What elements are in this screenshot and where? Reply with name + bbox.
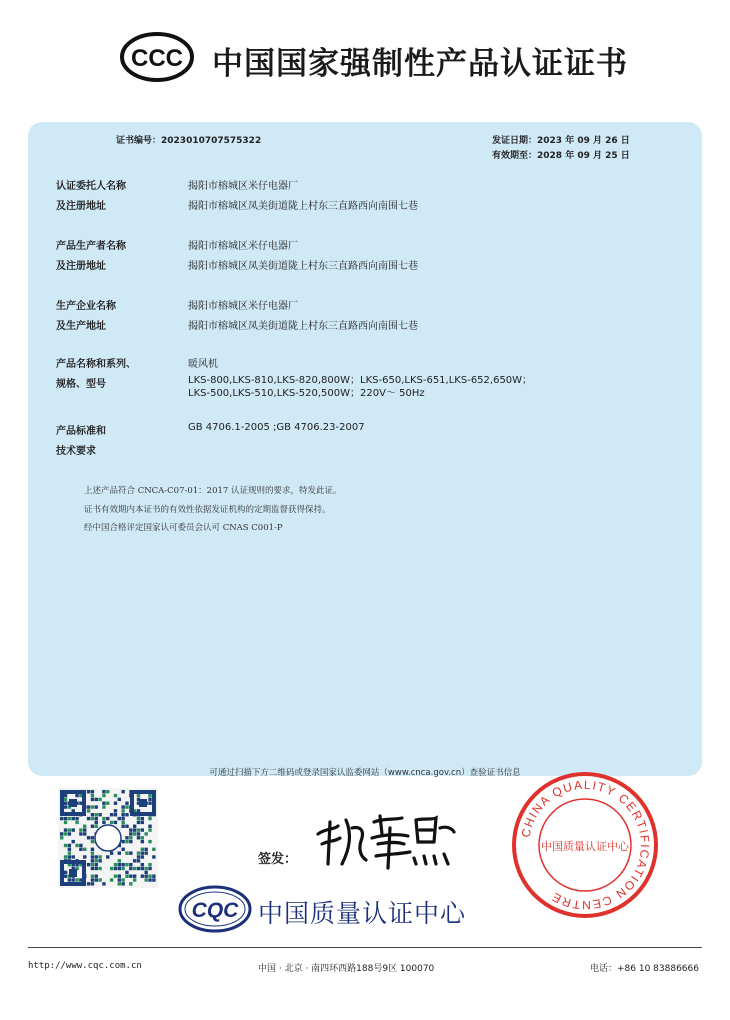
field-label: 技术要求 <box>56 446 96 457</box>
issue-date-value: 2023 年 09 月 26 日 <box>537 136 630 146</box>
ccc-logo <box>120 32 194 82</box>
field-label: 及注册地址 <box>56 261 106 272</box>
cert-number-value: 2023010707575322 <box>161 136 262 146</box>
field-value: 揭阳市榕城区米仔电器厂 <box>188 301 298 312</box>
expiry-date-label: 有效期至： <box>492 151 538 161</box>
field-label: 认证委托人名称 <box>56 181 126 192</box>
standard-value: GB 4706.1-2005 ;GB 4706.23-2007 <box>188 422 365 433</box>
product-models-line2: LKS-500,LKS-510,LKS-520,500W；220V～ 50Hz <box>188 388 425 399</box>
footer-phone: 电话：+86 10 83886666 <box>590 964 699 974</box>
field-label: 产品标准和 <box>56 426 106 437</box>
cqc-logo-text: CQC <box>191 899 239 922</box>
field-value: 揭阳市榕城区凤美街道陇上村东三直路西向南围七巷 <box>188 321 418 332</box>
expiry-date-value: 2028 年 09 月 25 日 <box>537 151 630 161</box>
seal-inner-text: 中国质量认证中心 <box>541 840 629 853</box>
statement-line: 上述产品符合 CNCA-C07-01：2017 认证规则的要求，特发此证。 <box>84 486 342 496</box>
statement-line: 经中国合格评定国家认可委员会认可 CNAS C001-P <box>84 523 283 533</box>
footer-divider <box>28 947 702 948</box>
statement-line: 证书有效期内本证书的有效性依据发证机构的定期监督获得保持。 <box>84 505 331 515</box>
product-name: 暖风机 <box>188 359 218 370</box>
seal-outer-text: CHINA QUALITY CERTIFICATION CENTRE <box>518 777 653 913</box>
expiry-date <box>492 148 630 161</box>
footer-address: 中国 · 北京 · 南四环西路188号9区 100070 <box>258 964 435 974</box>
field-label: 产品名称和系列、 <box>56 359 136 370</box>
ccc-logo-text: CCC <box>131 45 183 72</box>
qr-code[interactable] <box>58 788 158 888</box>
organization-name: 中国质量认证中心 <box>258 899 467 928</box>
field-label: 产品生产者名称 <box>56 241 126 252</box>
qr-center-logo-icon <box>95 825 121 851</box>
cert-number <box>116 133 261 146</box>
issue-date-label: 发证日期： <box>492 136 538 146</box>
field-label: 及生产地址 <box>56 321 106 332</box>
cert-number-label: 证书编号： <box>116 136 162 146</box>
verify-note: 可通过扫描下方二维码或登录国家认监委网站（www.cnca.gov.cn）查验证书信息 <box>209 768 521 778</box>
handwritten-signature <box>312 808 458 872</box>
official-seal <box>510 770 660 920</box>
field-value: 揭阳市榕城区米仔电器厂 <box>188 241 298 252</box>
page-title: 中国国家强制性产品认证证书 <box>212 46 628 82</box>
certificate-header <box>0 22 730 102</box>
cqc-logo <box>178 884 252 934</box>
field-label: 规格、型号 <box>56 379 106 390</box>
field-label: 及注册地址 <box>56 201 106 212</box>
issue-date <box>492 133 630 146</box>
field-value: 揭阳市榕城区凤美街道陇上村东三直路西向南围七巷 <box>188 261 418 272</box>
field-value: 揭阳市榕城区凤美街道陇上村东三直路西向南围七巷 <box>188 201 418 212</box>
field-value: 揭阳市榕城区米仔电器厂 <box>188 181 298 192</box>
signature-label: 签发： <box>258 852 298 867</box>
footer-url[interactable]: http://www.cqc.com.cn <box>28 961 142 971</box>
product-models-line1: LKS-800,LKS-810,LKS-820,800W；LKS-650,LKS-651,LKS-652,650W； <box>188 375 533 386</box>
field-label: 生产企业名称 <box>56 301 116 312</box>
